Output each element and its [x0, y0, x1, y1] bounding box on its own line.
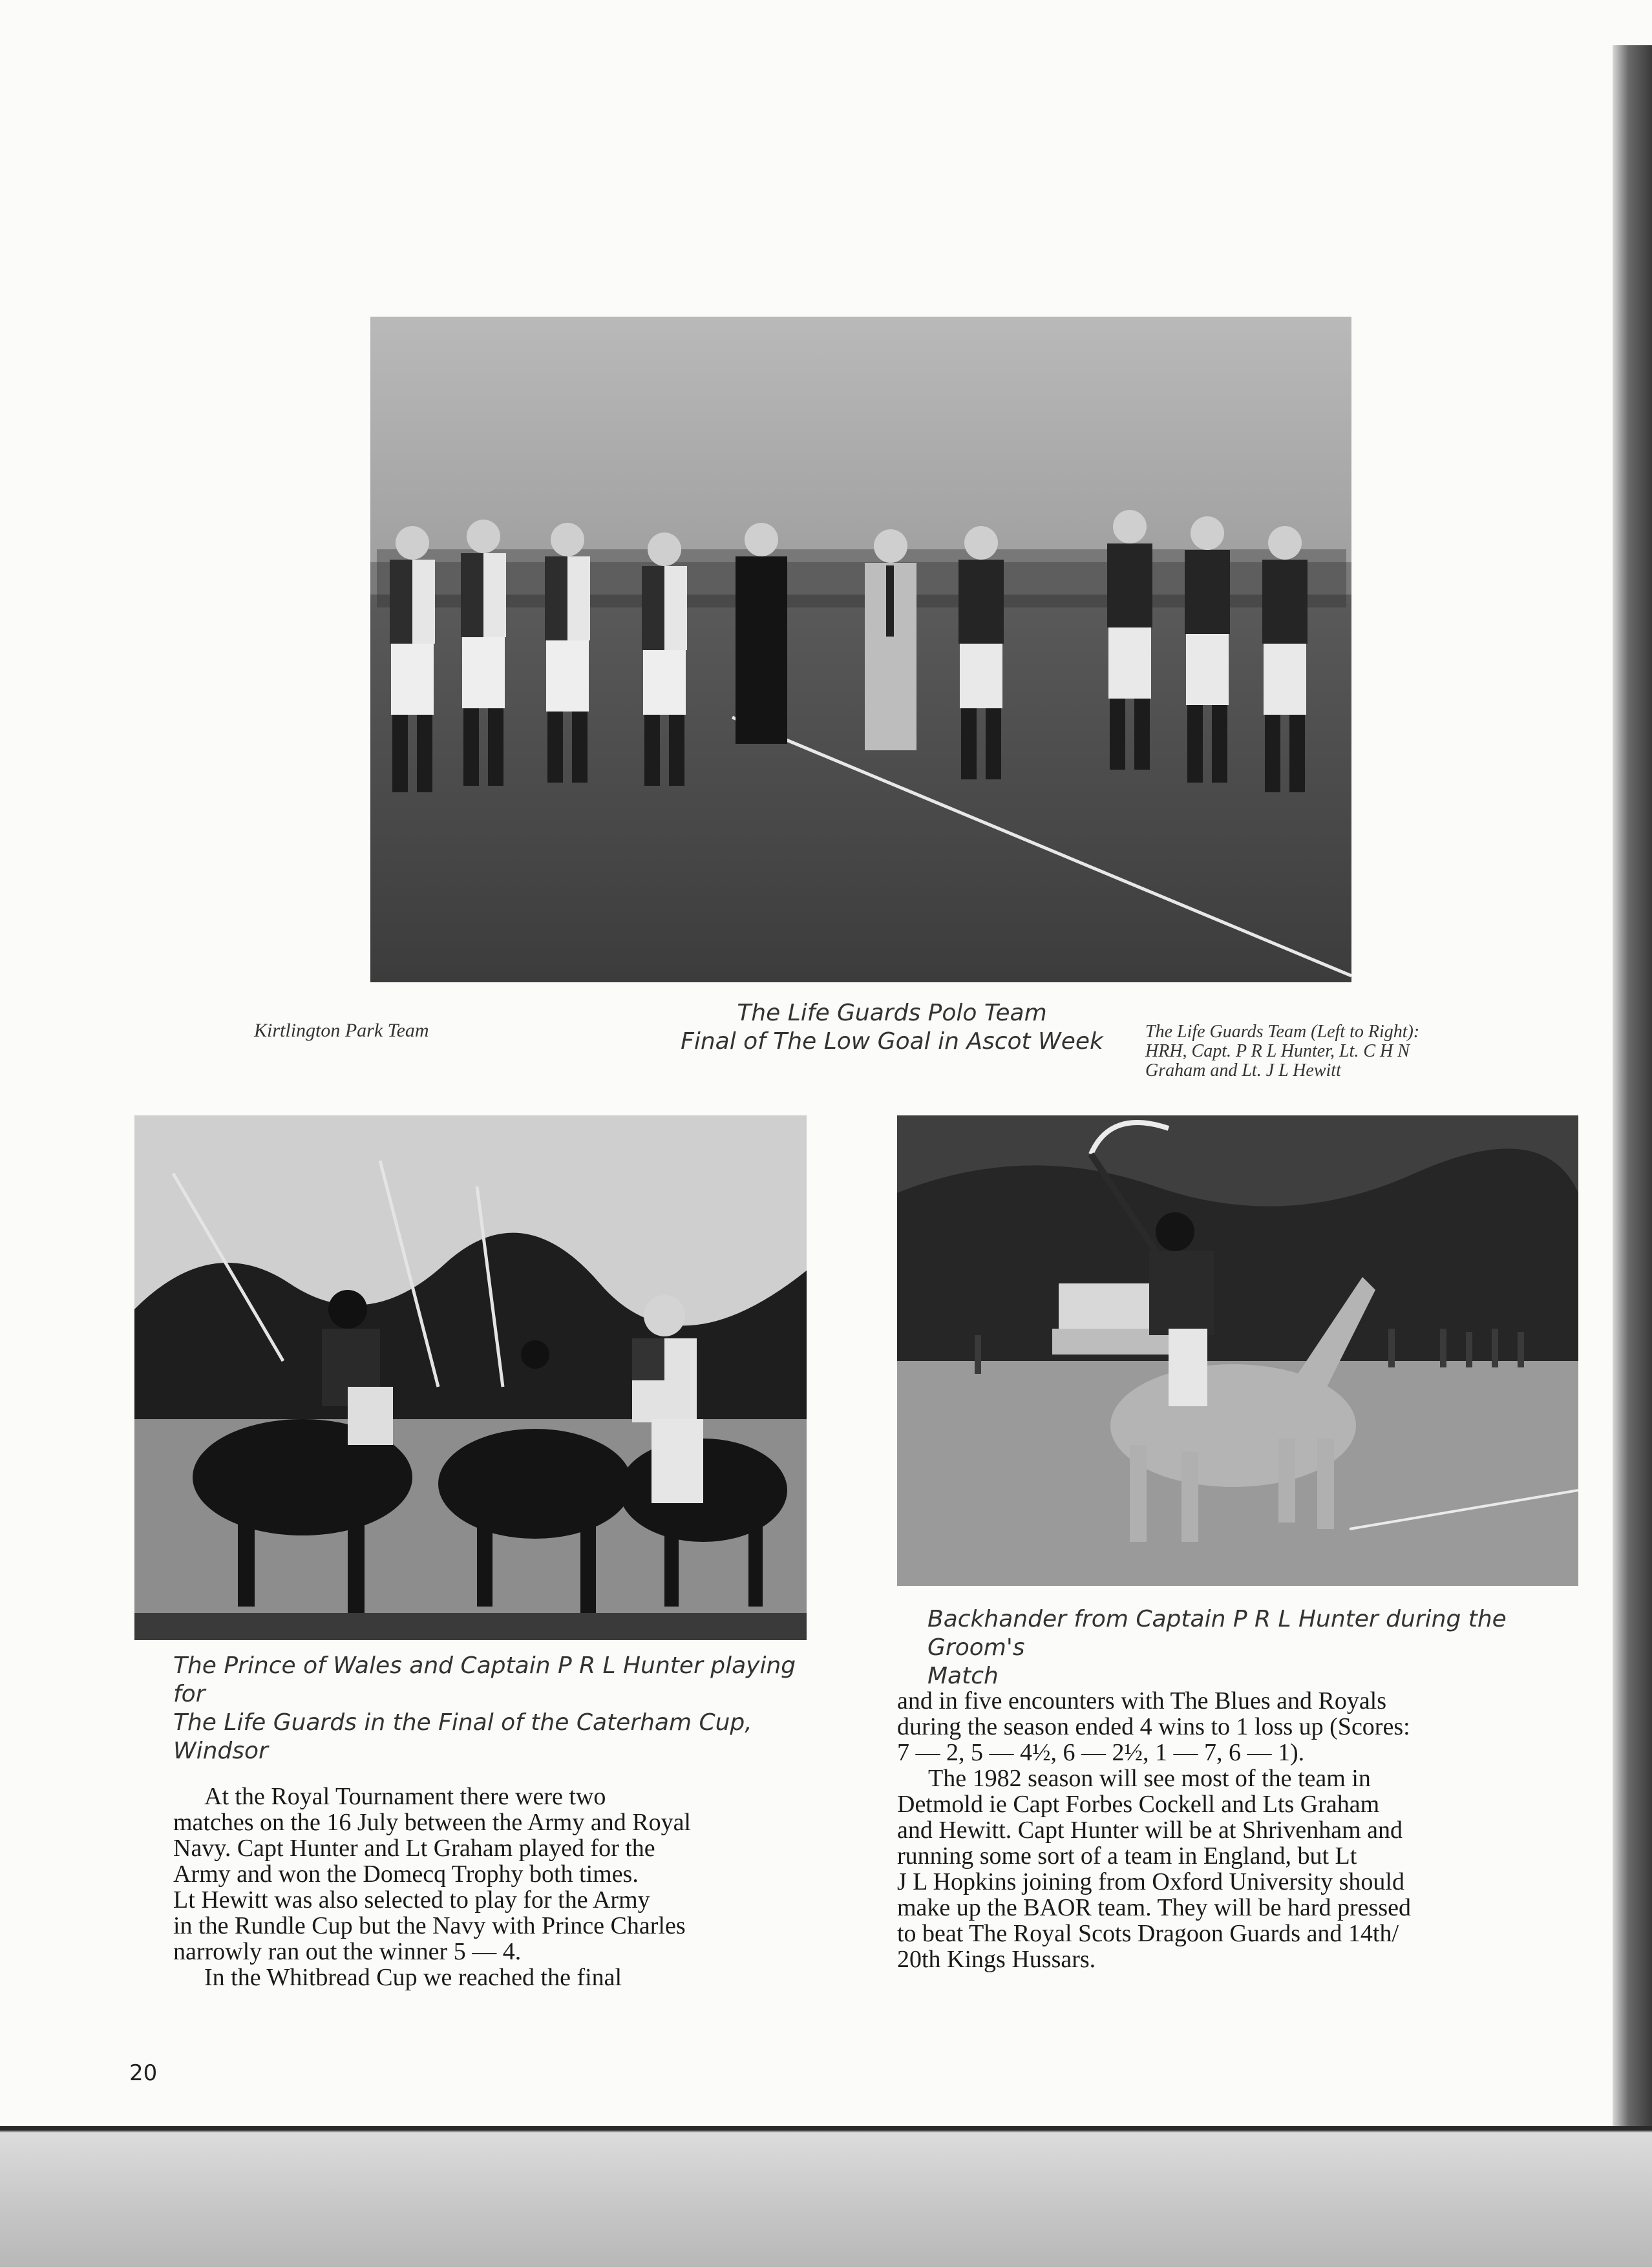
text-line: matches on the 16 July between the Army and Royal	[173, 1809, 691, 1836]
text-line: J L Hopkins joining from Oxford University should	[897, 1868, 1404, 1895]
caption-line: Match	[927, 1663, 999, 1689]
binding-edge	[1613, 45, 1652, 2178]
text-line: narrowly ran out the winner 5 — 4.	[173, 1938, 522, 1965]
backhander-photo	[897, 1115, 1578, 1586]
text-line: in the Rundle Cup but the Navy with Prince Charles	[173, 1912, 686, 1939]
caption-life-guards-polo	[646, 999, 1138, 1056]
scan-edge	[0, 2126, 1652, 2267]
article-right-column	[897, 1688, 1582, 1972]
caption-line: The Life Guards in the Final of the Caterham Cup, Windsor	[173, 1709, 752, 1764]
text-line: In the Whitbread Cup we reached the final	[204, 1964, 622, 1991]
team-photo	[370, 317, 1351, 982]
caption-backhander	[927, 1605, 1587, 1691]
text-line: and Hewitt. Capt Hunter will be at Shrivenham and	[897, 1817, 1403, 1844]
caption-line: Graham and Lt. J L Hewitt	[1145, 1060, 1341, 1081]
caption-team-left-to-right	[1145, 1022, 1419, 1081]
paragraph-blues-and-royals	[897, 1688, 1582, 1766]
page-number: 20	[129, 2060, 158, 2086]
text-line: Detmold ie Capt Forbes Cockell and Lts Graham	[897, 1791, 1380, 1818]
match-photo	[134, 1115, 807, 1640]
text-line: At the Royal Tournament there were two	[204, 1783, 606, 1810]
caption-line: The Life Guards Team (Left to Right):	[1145, 1022, 1420, 1042]
text-line: make up the BAOR team. They will be hard pressed	[897, 1894, 1411, 1921]
paragraph-1982-season	[897, 1766, 1582, 1972]
caption-line: HRH, Capt. P R L Hunter, Lt. C H N	[1145, 1041, 1410, 1061]
paragraph-whitbread-cup	[173, 1965, 807, 1990]
caption-kirtlington: Kirtlington Park Team	[254, 1020, 429, 1041]
text-line: during the season ended 4 wins to 1 loss up (Scores:	[897, 1713, 1410, 1740]
text-line: Lt Hewitt was also selected to play for the Army	[173, 1886, 650, 1914]
text-line: running some sort of a team in England, but Lt	[897, 1842, 1357, 1870]
text-line: to beat The Royal Scots Dragoon Guards and 14th/	[897, 1920, 1399, 1947]
text-line: 20th Kings Hussars.	[897, 1946, 1096, 1973]
caption-prince-of-wales	[173, 1652, 820, 1766]
caption-line: The Life Guards Polo Team	[737, 1000, 1047, 1026]
text-line: 7 — 2, 5 — 4½, 6 — 2½, 1 — 7, 6 — 1).	[897, 1739, 1305, 1766]
article-left-column	[173, 1784, 807, 1990]
text-line: Army and won the Domecq Trophy both times.	[173, 1861, 639, 1888]
caption-line: Backhander from Captain P R L Hunter during the Groom's	[927, 1606, 1507, 1661]
caption-line: The Prince of Wales and Captain P R L Hunter playing for	[173, 1652, 796, 1707]
text-line: The 1982 season will see most of the team in	[928, 1765, 1371, 1792]
caption-line: Final of The Low Goal in Ascot Week	[681, 1028, 1103, 1055]
text-line: and in five encounters with The Blues and Royals	[897, 1687, 1387, 1714]
paragraph-royal-tournament	[173, 1784, 807, 1965]
text-line: Navy. Capt Hunter and Lt Graham played for the	[173, 1835, 655, 1862]
